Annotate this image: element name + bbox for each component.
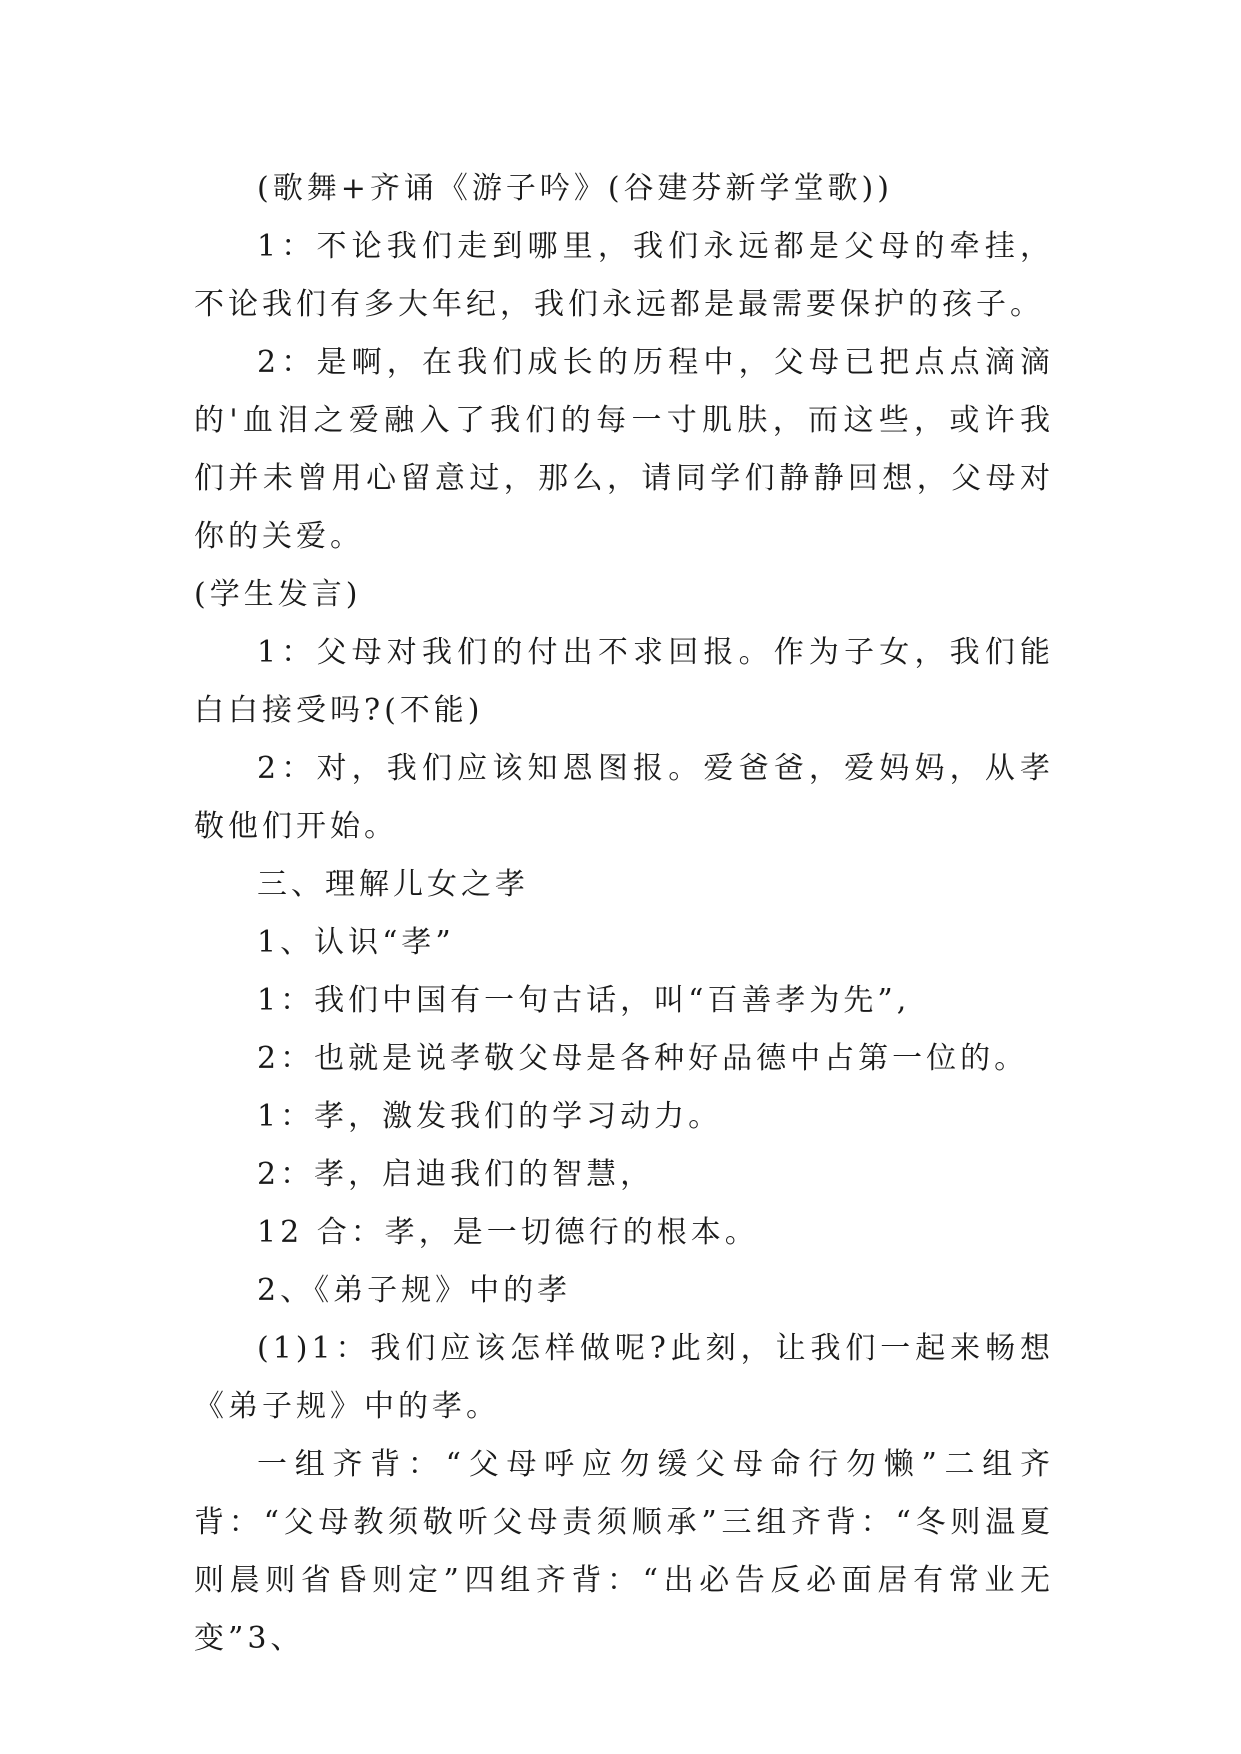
section-heading-filial-piety: 三、理解儿女之孝 [257, 867, 529, 902]
document-page [194, 160, 1054, 1668]
paragraph-speaker2-parents-love: 2：是啊，在我们成长的历程中，父母已把点点滴滴的'血泪之爱融入了我们的每一寸肌肤，而这些，或许我们并未曾用心留意过，那么，请同学们静静回想，父母对你的关爱。 [194, 345, 1054, 554]
paragraph-speaker2-wisdom: 2：孝，启迪我们的智慧， [257, 1157, 655, 1192]
subheading-dizigui: 2、《弟子规》中的孝 [257, 1273, 572, 1308]
paragraph-performance-note: (歌舞+齐诵《游子吟》(谷建芬新学堂歌)) [257, 171, 893, 206]
paragraph-dizigui-intro: (1)1：我们应该怎样做呢?此刻，让我们一起来畅想《弟子规》中的孝。 [194, 1331, 1054, 1424]
paragraph-speaker1-motivation: 1：孝，激发我们的学习动力。 [257, 1099, 723, 1134]
paragraph-together-root: 12 合：孝，是一切德行的根本。 [257, 1215, 759, 1250]
paragraph-group-recitation: 一组齐背：“父母呼应勿缓父母命行勿懒”二组齐背：“父母教须敬听父母责须顺承”三组齐背：“冬则温夏则晨则省昏则定”四组齐背：“出必告反必面居有常业无变”3、 [194, 1447, 1054, 1656]
paragraph-speaker1-repay: 1：父母对我们的付出不求回报。作为子女，我们能白白接受吗?(不能) [194, 635, 1054, 728]
subheading-know-xiao: 1、认识“孝” [257, 925, 455, 960]
paragraph-speaker2-first-virtue: 2：也就是说孝敬父母是各种好品德中占第一位的。 [257, 1041, 1029, 1076]
paragraph-speaker2-gratitude: 2：对，我们应该知恩图报。爱爸爸，爱妈妈，从孝敬他们开始。 [194, 751, 1054, 844]
paragraph-speaker1-parents-worry: 1：不论我们走到哪里，我们永远都是父母的牵挂，不论我们有多大年纪，我们永远都是最需要保护的孩子。 [194, 229, 1054, 322]
paragraph-student-speech: (学生发言) [194, 577, 362, 612]
paragraph-speaker1-proverb: 1：我们中国有一句古话，叫“百善孝为先”, [257, 983, 911, 1018]
